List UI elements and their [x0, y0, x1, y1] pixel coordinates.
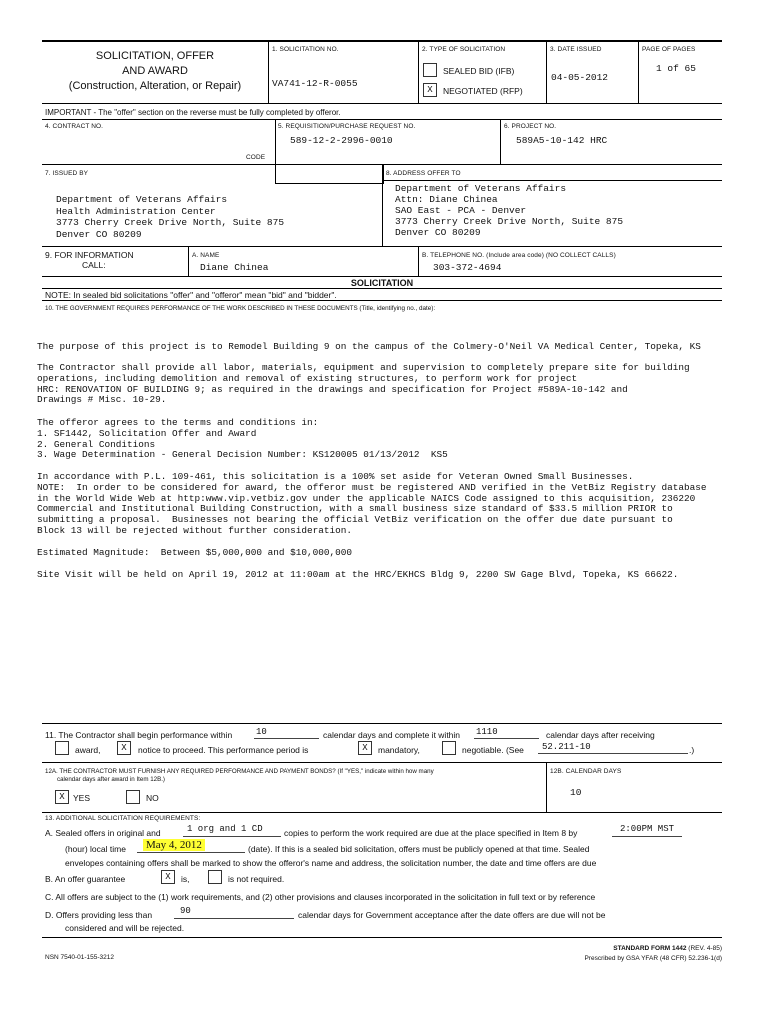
negotiable-checkbox[interactable]: [442, 741, 456, 755]
item11-text1: 11. The Contractor shall begin performance within: [45, 730, 233, 740]
terms-and-conditions: The offeror agrees to the terms and conditions in: 1. SF1442, Solicitation Offer and Award 2. General Conditions 3. Wage Determination - General Decision Number: KS120005 01/13/2012 KS5: [37, 417, 448, 461]
notice-to-proceed-label: notice to proceed. This performance period is: [138, 745, 309, 755]
item13c-text: C. All offers are subject to the (1) work requirements, and (2) other provisions and clauses incorporated in the solicitation in full text or by reference: [45, 892, 596, 902]
for-information-label: [45, 250, 134, 270]
calendar-days-value: 10: [570, 787, 582, 798]
acceptance-days-value: 90: [180, 906, 191, 916]
requisition-no-value: 589-12-2-2996-0010: [290, 135, 393, 146]
sealed-bid-note: NOTE: In sealed bid solicitations "offer" and "offeror" mean "bid" and "bidder".: [45, 290, 337, 300]
date-issued-label: 3. DATE ISSUED: [550, 46, 602, 53]
see-clause-value: 52.211-10: [542, 742, 591, 752]
bonds-yes-label: YES: [73, 793, 91, 803]
sealed-bid-label: SEALED BID (IFB): [443, 66, 515, 76]
solicitation-no-label: 1. SOLICITATION NO.: [272, 46, 339, 53]
address-line: Denver CO 80209: [395, 227, 481, 239]
award-label: award,: [75, 745, 101, 755]
see-close: .): [689, 745, 695, 755]
guarantee-is-label: is,: [181, 874, 190, 884]
copies-value: 1 org and 1 CD: [187, 824, 263, 834]
form-title-line2: AND AWARD: [122, 65, 188, 77]
bonds-no-checkbox[interactable]: [126, 790, 140, 804]
mandatory-checkbox[interactable]: X: [358, 741, 372, 755]
item13b-text: B. An offer guarantee: [45, 874, 126, 884]
for-information-line1: 9. FOR INFORMATION: [45, 250, 134, 260]
project-no-value: 589A5-10-142 HRC: [516, 135, 608, 146]
solicitation-no-value: VA741-12-R-0055: [272, 78, 358, 89]
item13d-text: D. Offers providing less than: [45, 910, 153, 920]
item11-text3: calendar days after receiving: [546, 730, 655, 740]
bonds-yes-checkbox[interactable]: X: [55, 790, 69, 804]
negotiated-label: NEGOTIATED (RFP): [443, 86, 523, 96]
standard-form-name: STANDARD FORM 1442: [613, 945, 687, 952]
item13a-mid: copies to perform the work required are due at the place specified in Item 8 by: [284, 828, 578, 838]
start-days-value: 10: [256, 727, 267, 737]
item12a-label-line1: 12A. THE CONTRACTOR MUST FURNISH ANY REQUIRED PERFORMANCE AND PAYMENT BONDS? (If "YES," indicate within how many: [45, 768, 434, 775]
negotiable-label: negotiable. (See: [462, 745, 524, 755]
code-box: [275, 164, 384, 184]
prescribed-by: Prescribed by GSA YFAR (48 CFR) 52.236-1(d): [584, 955, 722, 962]
address-line: SAO East - PCA - Denver: [395, 205, 527, 217]
acceptance-days-field[interactable]: [174, 908, 294, 919]
item13a-envelopes: envelopes containing offers shall be marked to show the offeror's name and address, the solicitation number, the date and time offers are due: [65, 858, 597, 868]
item12a-label-line2: calendar days after award in Item 12B.): [57, 776, 165, 783]
sealed-bid-checkbox[interactable]: [423, 63, 437, 77]
for-information-line2: CALL:: [82, 260, 106, 270]
form-title-line3: (Construction, Alteration, or Repair): [68, 80, 242, 92]
issued-by-line: 3773 Cherry Creek Drive North, Suite 875: [56, 217, 285, 228]
contract-no-label: 4. CONTRACT NO.: [45, 123, 104, 130]
issued-by-address: [56, 194, 284, 240]
page-of-pages-label: PAGE OF PAGES: [642, 46, 696, 53]
date-issued-value: 04-05-2012: [551, 72, 609, 83]
address-line: Attn: Diane Chinea: [395, 194, 498, 206]
form-title: [42, 49, 268, 94]
item13-label: 13. ADDITIONAL SOLICITATION REQUIREMENTS:: [45, 815, 201, 822]
project-purpose: The purpose of this project is to Remodel Building 9 on the campus of the Colmery-O'Neil VA Medical Center, Topeka, KS: [37, 341, 701, 352]
item13a-text: A. Sealed offers in original and: [45, 828, 161, 838]
site-visit: Site Visit will be held on April 19, 2012 at 11:00am at the HRC/EKHCS Bldg 9, 2200 SW Gage Blvd, Topeka, KS 66622.: [37, 569, 679, 580]
type-of-solicitation-label: 2. TYPE OF SOLICITATION: [422, 46, 506, 53]
item13d-line2: considered and will be rejected.: [65, 923, 185, 933]
address-offer-to-label: 8. ADDRESS OFFER TO: [386, 170, 461, 177]
telephone-label: B. TELEPHONE NO. (Include area code) (NO COLLECT CALLS): [422, 252, 616, 259]
name-value: Diane Chinea: [200, 262, 269, 273]
form-title-line1: SOLICITATION, OFFER: [95, 50, 215, 62]
requisition-no-label: 5. REQUISITION/PURCHASE REQUEST NO.: [278, 123, 416, 130]
project-no-label: 6. PROJECT NO.: [504, 123, 557, 130]
issued-by-label: 7. ISSUED BY: [45, 170, 89, 177]
issued-by-line: Health Administration Center: [56, 205, 216, 217]
telephone-value: 303-372-4694: [433, 262, 502, 273]
contractor-scope: The Contractor shall provide all labor, materials, equipment and supervision to completely prepare site for building operations, including demolition and removal of existing structures, to perform work for project HRC: RENOVATION OF BUILDING 9; as required in the drawings and specification for Project #589A-10-142 and Drawings # Misc. 10-29.: [37, 362, 690, 406]
award-checkbox[interactable]: [55, 741, 69, 755]
code-label: CODE: [246, 154, 266, 161]
issued-by-line: Denver CO 80209: [56, 228, 142, 240]
mandatory-label: mandatory,: [378, 745, 420, 755]
standard-form-rev: (REV. 4-85): [688, 945, 722, 952]
guarantee-is-checkbox[interactable]: X: [161, 870, 175, 884]
bonds-no-label: NO: [146, 793, 159, 803]
solicitation-heading: SOLICITATION: [350, 278, 414, 288]
calendar-days-label: 12B. CALENDAR DAYS: [550, 768, 622, 775]
item13d-post: calendar days for Government acceptance after the date offers are due will not be: [298, 910, 606, 920]
set-aside-note: In accordance with P.L. 109-461, this solicitation is a 100% set aside for Veteran Owned Small Businesses. NOTE: In order to be considered for award, the offeror must be registered AND verified in the VetBiz Registry database in the World Wide Web at http:www.vip.vetbiz.gov under the applicable NAICS Code assigned to this acquisition, 236220 Commercial and Institutional Building Construction, with a small business size standard of $33.5 million PRIOR to submitting a proposal. Businesses not bearing the official VetBiz verification on the offer due date pursuant to Block 13 will be rejected without further consideration.: [37, 471, 707, 536]
item13a-date-text: (date). If this is a sealed bid solicitation, offers must be publicly opened at that time. Sealed: [248, 844, 590, 854]
negotiated-checkbox[interactable]: X: [423, 83, 437, 97]
nsn-number: NSN 7540-01-155-3212: [45, 954, 115, 961]
standard-form-id: [560, 945, 722, 952]
complete-days-value: 1110: [476, 727, 498, 737]
important-notice: IMPORTANT - The "offer" section on the reverse must be fully completed by offeror.: [45, 108, 341, 117]
notice-to-proceed-checkbox[interactable]: X: [117, 741, 131, 755]
guarantee-not-checkbox[interactable]: [208, 870, 222, 884]
item13a-local-time: (hour) local time: [65, 844, 126, 854]
item11-text2: calendar days and complete it within: [323, 730, 461, 740]
name-label: A. NAME: [192, 252, 220, 259]
due-date-value: May 4, 2012: [143, 839, 205, 851]
address-offer-to-value: [395, 183, 623, 238]
item10-label: 10. THE GOVERNMENT REQUIRES PERFORMANCE OF THE WORK DESCRIBED IN THESE DOCUMENTS (Title, identifying no., date):: [45, 305, 436, 312]
address-line: 3773 Cherry Creek Drive North, Suite 875: [395, 216, 624, 228]
guarantee-not-label: is not required.: [228, 874, 285, 884]
issued-by-line: Department of Veterans Affairs: [56, 194, 228, 205]
item12a-label: [45, 768, 434, 784]
estimated-magnitude: Estimated Magnitude: Between $5,000,000 and $10,000,000: [37, 547, 353, 558]
address-line: Department of Veterans Affairs: [395, 183, 567, 194]
due-time-value: 2:00PM MST: [620, 824, 675, 834]
page-of-pages-value: 1 of 65: [656, 63, 696, 74]
